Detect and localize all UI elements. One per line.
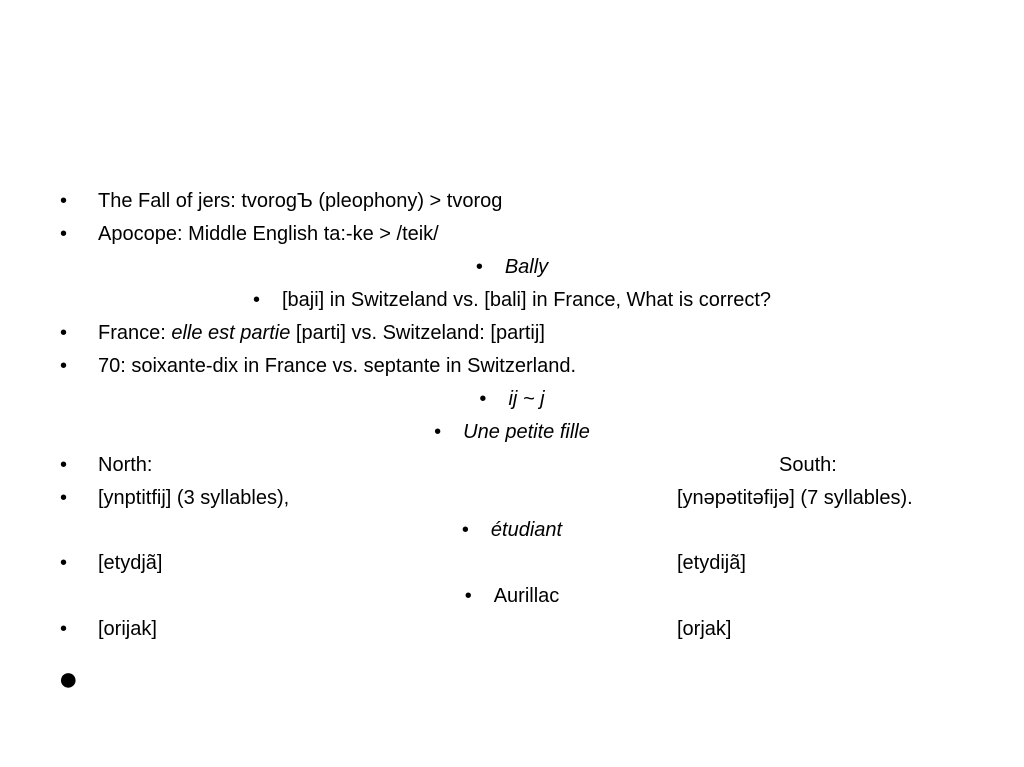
bullet-line-seventy: [0, 351, 1024, 381]
line-text: 70: soixante-dix in France vs. septante in Switzerland.: [98, 355, 577, 377]
line-text: The Fall of jers: tvorogЪ (pleophony) > tvorog: [98, 190, 503, 212]
line-text: Bally: [504, 256, 549, 278]
bullet-line-etudiant: [0, 515, 1024, 545]
bullet-icon: •: [60, 322, 68, 344]
line-text-left: [etydjã]: [98, 552, 163, 574]
line-text: [98, 318, 545, 348]
line-text: Apocope: Middle English ta:-ke > /teik/: [98, 223, 439, 245]
line-text-right: [orjak]: [677, 618, 732, 640]
line-text-left: North:: [98, 454, 153, 476]
bullet-line-fall-of-jers: [0, 186, 1024, 216]
bullet-icon: •: [60, 552, 68, 574]
bullet-line-bally: [0, 252, 1024, 282]
bullet-icon: •: [464, 585, 472, 607]
line-text: Aurillac: [493, 585, 560, 607]
line-text-part: [parti] vs. Switzeland: [partij]: [290, 322, 545, 344]
line-text: étudiant: [490, 519, 563, 541]
bullet-line-aurillac: [0, 581, 1024, 611]
line-text-italic: elle est partie: [171, 322, 291, 344]
bullet-line-orijak: [0, 614, 1024, 644]
bullet-icon: •: [60, 190, 68, 212]
line-text: Une petite fille: [463, 421, 590, 443]
bullet-icon: •: [252, 289, 260, 311]
line-text-left: [orijak]: [98, 618, 157, 640]
bullet-line-france-partie: [0, 318, 1024, 348]
bullet-icon: •: [60, 487, 68, 509]
bullet-icon: •: [60, 454, 68, 476]
bullet-line-etydja: [0, 548, 1024, 578]
bullet-icon: •: [60, 223, 68, 245]
bullet-line-syllables: [0, 483, 1024, 513]
bullet-icon: •: [60, 355, 68, 377]
bullet-icon: •: [479, 388, 487, 410]
bullet-line-north-south: [0, 450, 1024, 480]
line-text-left: [ynptitfij] (3 syllables),: [98, 487, 290, 509]
empty-bullet-icon: ●: [58, 660, 79, 698]
bullet-icon: •: [434, 421, 442, 443]
bullet-line-ij-j: [0, 384, 1024, 414]
line-text: ij ~ j: [508, 388, 545, 410]
line-text-right: [ynəpətitəfijə] (7 syllables).: [677, 487, 913, 509]
line-text-right: [etydijã]: [677, 552, 746, 574]
bullet-icon: •: [60, 618, 68, 640]
bullet-line-apocope: [0, 219, 1024, 249]
bullet-icon: •: [461, 519, 469, 541]
bullet-icon: •: [475, 256, 483, 278]
bullet-line-baji-bali: [0, 285, 1024, 315]
line-text: [baji] in Switzeland vs. [bali] in France, What is correct?: [281, 289, 772, 311]
line-text-part: France:: [98, 322, 172, 344]
line-text-right: South:: [779, 454, 837, 476]
bullet-line-une-petite-fille: [0, 417, 1024, 447]
